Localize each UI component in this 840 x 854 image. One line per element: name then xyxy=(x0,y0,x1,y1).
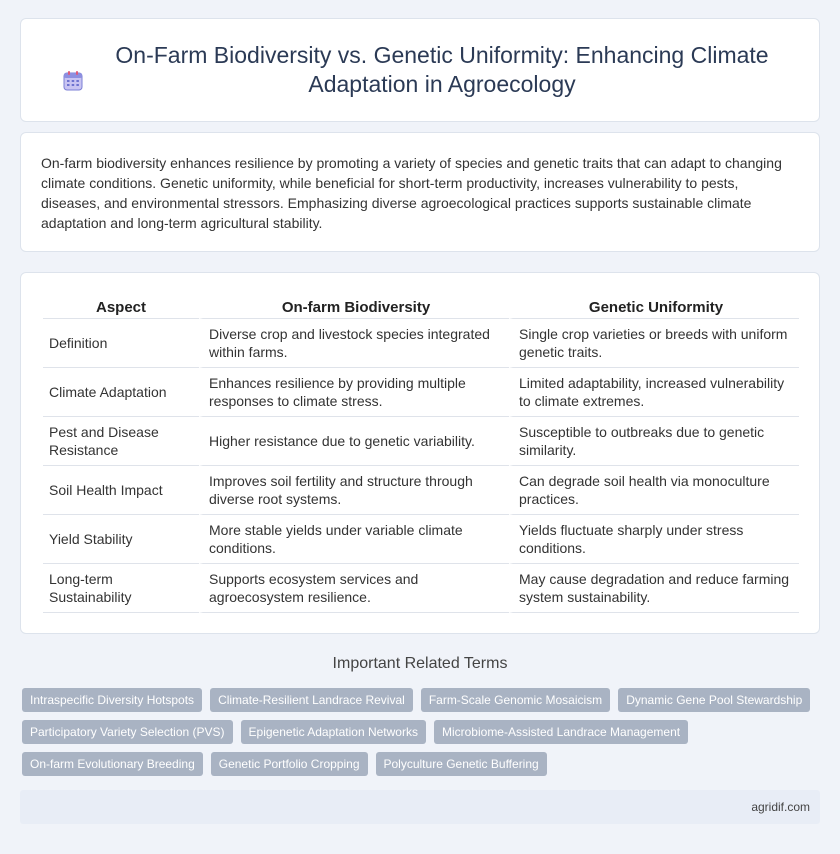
footer-site-link[interactable]: agridif.com xyxy=(751,800,810,814)
row-aspect: Yield Stability xyxy=(43,515,199,564)
calendar-icon xyxy=(61,69,85,93)
page-title: On-Farm Biodiversity vs. Genetic Uniformity: Enhancing Climate Adaptation in Agroecology xyxy=(115,42,769,97)
related-term-tag[interactable]: Participatory Variety Selection (PVS) xyxy=(22,720,233,744)
related-term-tag[interactable]: Polyculture Genetic Buffering xyxy=(376,752,547,776)
related-term-tag[interactable]: Genetic Portfolio Cropping xyxy=(211,752,368,776)
related-term-tag[interactable]: Climate-Resilient Landrace Revival xyxy=(210,688,413,712)
row-biodiversity: Enhances resilience by providing multiple responses to climate stress. xyxy=(199,368,509,417)
row-uniformity: May cause degradation and reduce farming system sustainability. xyxy=(509,564,799,613)
row-biodiversity: More stable yields under variable climate conditions. xyxy=(199,515,509,564)
row-uniformity: Limited adaptability, increased vulnerability to climate extremes. xyxy=(509,368,799,417)
table-row xyxy=(43,564,799,613)
related-terms-title: Important Related Terms xyxy=(332,655,508,672)
title-card xyxy=(20,18,820,122)
row-biodiversity: Improves soil fertility and structure through diverse root systems. xyxy=(199,466,509,515)
footer xyxy=(20,790,820,824)
row-uniformity: Single crop varieties or breeds with uniform genetic traits. xyxy=(509,319,799,368)
table-row xyxy=(43,466,799,515)
related-term-tag[interactable]: Dynamic Gene Pool Stewardship xyxy=(618,688,810,712)
comparison-card xyxy=(20,272,820,634)
table-row xyxy=(43,417,799,466)
row-biodiversity: Supports ecosystem services and agroecosystem resilience. xyxy=(199,564,509,613)
intro-paragraph: On-farm biodiversity enhances resilience by promoting a variety of species and genetic traits that can adapt to changing climate conditions. Genetic uniformity, while beneficial for short-term productivity, increases vulnerability to pests, diseases, and environmental stressors. Emphasizing diverse agroecological practices supports sustainable climate adaptation and long-term agricultural stability. xyxy=(41,155,782,231)
row-aspect: Pest and Disease Resistance xyxy=(43,417,199,466)
intro-card xyxy=(20,132,820,252)
row-biodiversity: Diverse crop and livestock species integrated within farms. xyxy=(199,319,509,368)
row-uniformity: Susceptible to outbreaks due to genetic similarity. xyxy=(509,417,799,466)
related-term-tag[interactable]: Microbiome-Assisted Landrace Management xyxy=(434,720,688,744)
row-aspect: Climate Adaptation xyxy=(43,368,199,417)
related-term-tag[interactable]: Farm-Scale Genomic Mosaicism xyxy=(421,688,610,712)
related-term-tag[interactable]: Epigenetic Adaptation Networks xyxy=(241,720,426,744)
table-row xyxy=(43,319,799,368)
row-aspect: Long-term Sustainability xyxy=(43,564,199,613)
table-row xyxy=(43,368,799,417)
related-term-tag[interactable]: Intraspecific Diversity Hotspots xyxy=(22,688,202,712)
table-header-row xyxy=(43,297,799,319)
header-uniformity: Genetic Uniformity xyxy=(509,297,799,319)
related-term-tag[interactable]: On-farm Evolutionary Breeding xyxy=(22,752,203,776)
row-uniformity: Can degrade soil health via monoculture practices. xyxy=(509,466,799,515)
row-aspect: Definition xyxy=(43,319,199,368)
related-terms-list xyxy=(22,688,822,784)
row-aspect: Soil Health Impact xyxy=(43,466,199,515)
header-aspect: Aspect xyxy=(43,297,199,319)
header-biodiversity: On-farm Biodiversity xyxy=(199,297,509,319)
table-row xyxy=(43,515,799,564)
comparison-table xyxy=(43,297,799,613)
row-biodiversity: Higher resistance due to genetic variability. xyxy=(199,417,509,466)
row-uniformity: Yields fluctuate sharply under stress conditions. xyxy=(509,515,799,564)
